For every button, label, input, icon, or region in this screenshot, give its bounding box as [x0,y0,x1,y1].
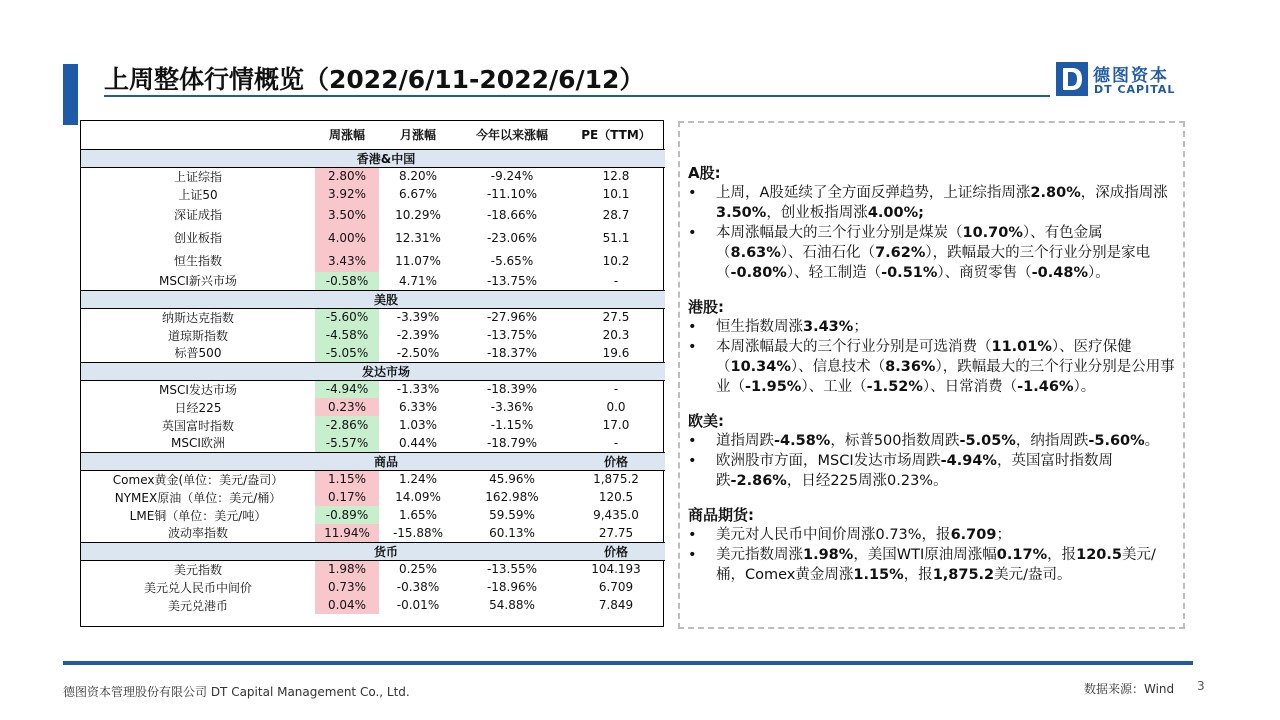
cell-month: 1.03% [398,418,438,432]
commentary-section-title: 欧美: [688,412,724,430]
logo-text-en: DT CAPITAL [1094,83,1176,96]
cell-week: 3.43% [315,249,379,272]
bullet-text: ，美国WTI原油周涨幅 [853,547,997,563]
cell-name: NYMEX原油（单位：美元/桶） [114,490,282,505]
highlight-value: -2.86% [730,473,787,489]
cell-week: 1.98% [315,560,379,578]
highlight-value: -4.58% [774,433,831,449]
table-row [81,344,665,362]
cell-week: 4.00% [315,226,379,249]
cell-name: Comex黄金(单位：美元/盎司） [112,472,284,487]
section-spacer [81,452,315,470]
cell-pe: - [613,382,619,397]
cell-ytd: -18.37% [486,345,538,360]
commentary-bullet-list [688,183,1178,283]
cell-ytd: -23.06% [486,230,538,245]
bullet-text: 上周，A股延续了全方面反弹趋势，上证综指周涨 [716,185,1031,201]
cell-week: -0.89% [315,506,379,524]
highlight-value: 7.62% [875,245,926,261]
bullet-text: ）、医疗保健（ [716,339,1132,375]
col-header-ytd: 今年以来涨幅 [475,128,548,143]
cell-month: 6.33% [398,400,438,414]
cell-pe: 20.3 [602,328,630,342]
commentary-section-title: 港股: [688,298,724,316]
bullet-text: 美元对人民币中间价周涨0.73%，报 [716,527,951,543]
bullet-text: 本周涨幅最大的三个行业分别是煤炭（ [716,225,963,241]
cell-ytd: -27.96% [486,310,538,325]
highlight-value: 0.17% [996,547,1048,563]
cell-month: -3.39% [396,310,440,325]
cell-pe: 6.709 [598,580,634,594]
bullet-text: 道指周跌 [716,433,774,449]
cell-name: 深证成指 [173,208,222,222]
section-row [81,362,665,380]
bullet-text: ，创业板指周涨 [766,205,868,221]
bullet-text: 美元指数周涨 [716,547,803,563]
market-table-container [80,120,664,627]
cell-month: 8.20% [398,169,438,184]
col-header-name [81,121,315,149]
cell-ytd: -13.75% [486,273,538,288]
cell-ytd: 54.88% [489,598,535,612]
section-spacer [81,362,315,380]
bullet-text: ）、信息技术（ [790,359,886,375]
section-extra-header: 价格 [567,452,665,470]
commentary-bullet-list [688,431,1178,491]
cell-week: -5.05% [315,344,379,362]
cell-pe: 17.0 [602,418,630,432]
cell-month: 6.67% [398,187,438,201]
cell-pe: 9,435.0 [593,508,639,522]
section-row [81,149,665,167]
bullet-text: 欧洲股市方面，MSCI发达市场周跌 [716,453,941,469]
cell-ytd: -13.55% [486,562,538,577]
bullet-text: ，纳指周跌 [1015,433,1089,449]
table-row [81,488,665,506]
cell-week: -0.58% [315,272,379,290]
cell-pe: 104.193 [591,562,641,577]
section-gap [688,491,1178,505]
cell-pe: 1,875.2 [593,472,639,487]
cell-ytd: 59.59% [489,508,535,522]
cell-name: 道琼斯指数 [167,328,228,343]
cell-pe: - [613,435,619,450]
cell-ytd: -1.15% [490,418,534,432]
cell-month: 10.29% [395,207,441,222]
highlight-value: 8.36% [885,359,936,375]
cell-ytd: 162.98% [485,490,539,504]
cell-pe: - [613,273,619,288]
bullet-text: ，报 [903,567,933,583]
commentary-bullet-list [688,317,1178,397]
page-number: 3 [1197,679,1205,693]
section-gap [688,283,1178,297]
col-header-pe: PE（TTM） [581,128,651,143]
cell-month: -1.33% [396,382,440,397]
highlight-value: 11.01% [991,339,1052,355]
cell-ytd: -18.66% [486,207,538,222]
table-row [81,249,665,272]
cell-pe: 10.1 [602,187,630,201]
highlight-value: 8.63% [730,245,781,261]
cell-pe: 27.75 [598,525,634,540]
cell-ytd: 60.13% [489,525,535,540]
highlight-value: -5.60% [1088,433,1145,449]
section-title: 发达市场 [315,362,457,380]
footer-rule [63,661,1193,665]
cell-ytd: 45.96% [489,472,535,487]
section-extra-header [567,290,665,308]
cell-name: 美元指数 [173,562,222,577]
section-title: 美股 [315,290,457,308]
page-title: 上周整体行情概览（2022/6/11-2022/6/12） [104,65,645,94]
highlight-value: 120.5 [1076,547,1122,563]
bullet-text: ）、工业（ [801,379,867,395]
cell-name: 波动率指数 [167,526,228,541]
bullet-text: 恒生指数周涨 [716,319,803,335]
section-extra-header [567,149,665,167]
table-row [81,434,665,452]
bullet-text: ）、有色金属（ [716,225,1103,261]
section-title: 香港&中国 [315,149,457,167]
highlight-value: 3.43% [803,319,854,335]
highlight-value: 4.00%; [867,205,924,221]
logo-text-cn: 德图资本 [1093,66,1169,86]
cell-week: 0.17% [315,488,379,506]
table-row [81,203,665,226]
table-row [81,272,665,290]
highlight-value: -0.48% [1031,265,1088,281]
cell-pe: 51.1 [602,230,630,245]
bullet-text: ）、石油石化（ [780,245,876,261]
footer-source: 数据来源：Wind [1084,682,1175,696]
table-row [81,380,665,398]
cell-week: -4.58% [315,326,379,344]
table-row [81,326,665,344]
section-spacer [457,542,567,560]
cell-week: -5.60% [315,308,379,326]
highlight-value: -1.95% [745,379,802,395]
section-row [81,542,665,560]
section-title: 商品 [315,452,457,470]
cell-week: -5.57% [315,434,379,452]
cell-week: 0.23% [315,398,379,416]
cell-week: 0.73% [315,578,379,596]
cell-month: -15.88% [392,525,444,540]
cell-ytd: -11.10% [486,187,538,201]
table-row [81,185,665,203]
bullet-text: ）、轻工制造（ [786,265,882,281]
cell-month: 0.44% [398,435,438,450]
table-header-row [81,121,665,149]
footer-company: 德图资本管理股份有限公司 DT Capital Management Co., Ltd. [63,685,410,699]
highlight-value: 10.70% [962,225,1023,241]
commentary-bullet [688,451,1178,491]
cell-pe: 27.5 [602,310,630,325]
bullet-text: ），跌幅最大的三个行业分别是公用事业（ [716,359,1175,395]
highlight-value: 2.80% [1030,185,1081,201]
cell-week: 1.15% [315,470,379,488]
section-spacer [81,149,315,167]
company-logo [1056,62,1186,96]
cell-ytd: -9.24% [490,169,534,184]
highlight-value: 1.98% [803,547,854,563]
highlight-value: -1.46% [1017,379,1074,395]
cell-name: MSCI发达市场 [159,382,237,397]
table-row [81,596,665,614]
table-row [81,226,665,249]
commentary-bullet [688,431,1178,451]
cell-month: 4.71% [398,273,438,288]
cell-name: 标普500 [174,346,222,361]
section-row [81,290,665,308]
bullet-text: ）、商贸零售（ [937,265,1032,281]
cell-ytd: -3.36% [490,400,534,414]
section-row [81,452,665,470]
commentary-bullet [688,337,1178,397]
cell-month: -0.01% [396,598,440,612]
cell-week: -4.94% [315,380,379,398]
cell-pe: 19.6 [602,345,630,360]
cell-week: -2.86% [315,416,379,434]
bullet-text: ）、日常消费（ [922,379,1018,395]
cell-pe: 12.8 [602,169,630,184]
cell-week: 2.80% [315,167,379,185]
table-body [81,149,665,614]
cell-week: 3.50% [315,203,379,226]
table-row [81,560,665,578]
cell-ytd: -18.79% [486,435,538,450]
table-row [81,578,665,596]
table-row [81,524,665,542]
commentary-panel [678,121,1185,629]
commentary-bullet-list [688,525,1178,585]
cell-name: 上证50 [178,187,218,202]
market-overview-table [81,121,665,614]
highlight-value: -5.05% [959,433,1016,449]
bullet-text: ； [853,319,868,335]
highlight-value: -4.94% [940,453,997,469]
cell-pe: 10.2 [602,253,630,268]
table-row [81,416,665,434]
table-row [81,470,665,488]
table-row [81,308,665,326]
logo-d-icon [1056,62,1088,96]
cell-ytd: -13.75% [486,328,538,342]
highlight-value: -0.80% [730,265,787,281]
highlight-value: -0.51% [881,265,938,281]
cell-pe: 7.849 [598,598,634,612]
cell-week: 3.92% [315,185,379,203]
cell-week: 11.94% [315,524,379,542]
cell-month: 14.09% [395,490,441,504]
highlight-value: 3.50% [716,205,767,221]
section-spacer [81,290,315,308]
table-row [81,398,665,416]
section-gap [688,397,1178,411]
bullet-text: ），跌幅最大的三个行业分别是家电（ [716,245,1151,281]
commentary-section-title: A股: [688,164,721,182]
cell-name: 创业板指 [173,231,222,245]
section-title: 货币 [315,542,457,560]
highlight-value: 6.709 [950,527,997,543]
commentary-bullet [688,525,1178,545]
bullet-text: 本周涨幅最大的三个行业分别是可选消费（ [716,339,992,355]
section-spacer [81,542,315,560]
cell-name: 恒生指数 [173,254,222,268]
bullet-text: ，英国富时指数周跌 [716,453,1113,489]
cell-pe: 28.7 [602,207,630,222]
cell-name: MSCI新兴市场 [159,274,237,289]
bullet-text: ，标普500指数周跌 [830,433,960,449]
cell-ytd: -5.65% [490,253,534,268]
commentary-bullet [688,317,1178,337]
cell-month: -0.38% [396,580,440,594]
cell-month: 1.65% [398,508,438,522]
bullet-text: 美元/桶，Comex黄金周涨 [716,547,1156,583]
bullet-text: ）。 [1073,379,1096,395]
bullet-text: ，日经225周涨0.23%。 [786,473,948,489]
commentary-bullet [688,223,1178,283]
title-accent-bar [63,64,78,125]
col-header-week: 周涨幅 [328,128,365,143]
commentary-content [688,163,1178,585]
section-extra-header: 价格 [567,542,665,560]
highlight-value: 1,875.2 [932,567,995,583]
table-row [81,167,665,185]
section-spacer [457,290,567,308]
cell-name: 英国富时指数 [161,418,234,433]
cell-pe: 0.0 [606,400,626,414]
cell-name: 上证综指 [173,169,222,184]
col-header-month: 月涨幅 [399,128,436,143]
bullet-text: 。 [1144,433,1160,449]
highlight-value: -1.52% [866,379,923,395]
cell-ytd: -18.39% [486,382,538,397]
cell-month: 1.24% [398,472,438,487]
cell-name: 美元兑人民币中间价 [143,580,252,595]
bullet-text: ； [996,527,1011,543]
commentary-bullet [688,183,1178,223]
highlight-value: 10.34% [730,359,791,375]
cell-month: 12.31% [395,230,441,245]
cell-name: MSCI欧洲 [171,436,225,451]
bullet-text: ，报 [1047,547,1077,563]
cell-month: -2.50% [396,345,440,360]
cell-name: 美元兑港币 [167,598,228,613]
cell-month: 11.07% [395,253,441,268]
section-spacer [457,149,567,167]
cell-name: 日经225 [174,400,222,415]
section-extra-header [567,362,665,380]
section-spacer [457,362,567,380]
highlight-value: 1.15% [853,567,904,583]
cell-name: LME铜（单位：美元/吨） [129,508,267,523]
section-spacer [457,452,567,470]
bullet-text: ）。 [1087,265,1110,281]
cell-name: 纳斯达克指数 [161,310,234,325]
cell-week: 0.04% [315,596,379,614]
title-underline [104,95,1050,97]
cell-ytd: -18.96% [486,580,538,594]
table-row [81,506,665,524]
commentary-bullet [688,545,1178,585]
bullet-text: ，深成指周涨 [1080,185,1168,201]
cell-month: 0.25% [398,562,438,577]
commentary-section-title: 商品期货: [688,506,754,524]
cell-month: -2.39% [396,328,440,342]
bullet-text: 美元/盎司。 [994,567,1072,583]
cell-pe: 120.5 [598,490,634,504]
